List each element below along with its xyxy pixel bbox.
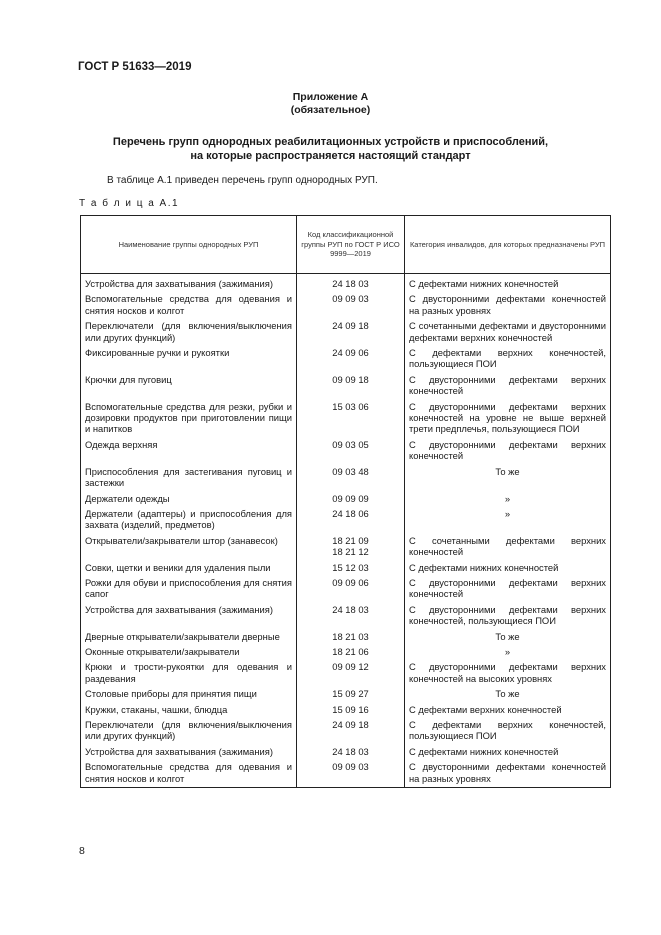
table-header-row xyxy=(81,216,611,274)
table-row xyxy=(81,507,611,534)
classification-code-cell: 09 09 06 xyxy=(297,576,405,603)
header-disability-category: Категория инвалидов, для которых предназначены РУП xyxy=(405,216,611,274)
disability-category-cell: С двусторонними дефектами верхних конечностей на уровне не выше верхней трети предплечья, пользующиеся ПОИ xyxy=(405,400,611,438)
disability-category-cell: С сочетанными дефектами верхних конечностей xyxy=(405,534,611,561)
table-row xyxy=(81,703,611,718)
classification-code-cell: 09 03 48 xyxy=(297,465,405,492)
table-row xyxy=(81,718,611,745)
group-name-cell: Открыватели/закрыватели штор (занавесок) xyxy=(81,534,297,561)
classification-code-cell: 09 09 12 xyxy=(297,660,405,687)
classification-code-cell: 09 09 09 xyxy=(297,492,405,507)
disability-category-cell: С дефектами нижних конечностей xyxy=(405,561,611,576)
table-row xyxy=(81,373,611,400)
classification-code-cell: 15 12 03 xyxy=(297,561,405,576)
disability-category-cell: » xyxy=(405,507,611,534)
classification-code-cell: 24 09 18 xyxy=(297,319,405,346)
standard-number: ГОСТ Р 51633—2019 xyxy=(78,61,192,73)
table-row xyxy=(81,465,611,492)
group-name-cell: Совки, щетки и веники для удаления пыли xyxy=(81,561,297,576)
group-name-cell: Устройства для захватывания (зажимания) xyxy=(81,745,297,760)
table-row xyxy=(81,492,611,507)
annex-heading-line-1: Перечень групп однородных реабилитационных устройств и приспособлений, xyxy=(112,136,549,148)
page-number: 8 xyxy=(79,845,85,857)
table-row xyxy=(81,400,611,438)
group-name-cell: Крюки и трости-рукоятки для одевания и раздевания xyxy=(81,660,297,687)
table-row xyxy=(81,274,611,293)
table-row xyxy=(81,760,611,787)
group-name-cell: Устройства для захватывания (зажимания) xyxy=(81,274,297,293)
group-name-cell: Переключатели (для включения/выключения или других функций) xyxy=(81,319,297,346)
classification-code-cell: 24 09 18 xyxy=(297,718,405,745)
group-name-cell: Рожки для обуви и приспособления для снятия сапог xyxy=(81,576,297,603)
group-name-cell: Крючки для пуговиц xyxy=(81,373,297,400)
disability-category-cell: С сочетанными дефектами и двусторонними дефектами верхних конечностей xyxy=(405,319,611,346)
classification-code-cell: 24 18 06 xyxy=(297,507,405,534)
table-row xyxy=(81,534,611,561)
table-row xyxy=(81,561,611,576)
disability-category-cell: С двусторонними дефектами конечностей на разных уровнях xyxy=(405,292,611,319)
disability-category-cell: С дефектами нижних конечностей xyxy=(405,745,611,760)
disability-category-cell: С двусторонними дефектами верхних конечностей xyxy=(405,576,611,603)
classification-code-cell: 15 09 16 xyxy=(297,703,405,718)
annex-title: Приложение А xyxy=(292,91,369,103)
disability-category-cell: С двусторонними дефектами верхних конечностей xyxy=(405,373,611,400)
group-name-cell: Переключатели (для включения/выключения или других функций) xyxy=(81,718,297,745)
disability-category-cell: С двусторонними дефектами верхних конечностей на высоких уровнях xyxy=(405,660,611,687)
table-row xyxy=(81,346,611,373)
classification-code-cell: 15 09 27 xyxy=(297,687,405,702)
classification-code-cell: 18 21 06 xyxy=(297,645,405,660)
table-body xyxy=(81,274,611,788)
classification-code-cell: 09 09 18 xyxy=(297,373,405,400)
header-classification-code: Код классификационной группы РУП по ГОСТ Р ИСО 9999—2019 xyxy=(297,216,405,274)
classification-code-cell: 09 03 05 xyxy=(297,438,405,465)
table-row xyxy=(81,630,611,645)
annex-heading-line-2: на которые распространяется настоящий стандарт xyxy=(190,150,471,162)
intro-paragraph: В таблице А.1 приведен перечень групп однородных РУП. xyxy=(107,175,378,186)
disability-category-cell: То же xyxy=(405,687,611,702)
rup-groups-table xyxy=(80,215,611,788)
group-name-cell: Столовые приборы для принятия пищи xyxy=(81,687,297,702)
group-name-cell: Дверные открыватели/закрыватели дверные xyxy=(81,630,297,645)
table-row xyxy=(81,438,611,465)
group-name-cell: Оконные открыватели/закрыватели xyxy=(81,645,297,660)
table-row xyxy=(81,603,611,630)
disability-category-cell: То же xyxy=(405,630,611,645)
classification-code-cell: 24 18 03 xyxy=(297,274,405,293)
disability-category-cell: С двусторонними дефектами верхних конечностей, пользующиеся ПОИ xyxy=(405,603,611,630)
header-group-name: Наименование группы однородных РУП xyxy=(81,216,297,274)
disability-category-cell: То же xyxy=(405,465,611,492)
group-name-cell: Одежда верхняя xyxy=(81,438,297,465)
disability-category-cell: » xyxy=(405,645,611,660)
classification-code-cell: 15 03 06 xyxy=(297,400,405,438)
group-name-cell: Фиксированные ручки и рукоятки xyxy=(81,346,297,373)
group-name-cell: Держатели одежды xyxy=(81,492,297,507)
group-name-cell: Устройства для захватывания (зажимания) xyxy=(81,603,297,630)
classification-code-cell: 09 09 03 xyxy=(297,760,405,787)
classification-code-cell: 24 18 03 xyxy=(297,603,405,630)
disability-category-cell: С двусторонними дефектами верхних конечностей xyxy=(405,438,611,465)
table-caption: Т а б л и ц а А.1 xyxy=(79,198,180,209)
disability-category-cell: С дефектами верхних конечностей, пользующиеся ПОИ xyxy=(405,346,611,373)
group-name-cell: Держатели (адаптеры) и приспособления для захвата (изделий, предметов) xyxy=(81,507,297,534)
group-name-cell: Кружки, стаканы, чашки, блюдца xyxy=(81,703,297,718)
table-row xyxy=(81,660,611,687)
disability-category-cell: С дефектами нижних конечностей xyxy=(405,274,611,293)
table-row xyxy=(81,745,611,760)
table-row xyxy=(81,645,611,660)
table-row xyxy=(81,687,611,702)
table-row xyxy=(81,292,611,319)
group-name-cell: Вспомогательные средства для одевания и снятия носков и колгот xyxy=(81,760,297,787)
classification-code-cell: 09 09 03 xyxy=(297,292,405,319)
group-name-cell: Приспособления для застегивания пуговиц и застежки xyxy=(81,465,297,492)
disability-category-cell: » xyxy=(405,492,611,507)
classification-code-cell: 18 21 09 18 21 12 xyxy=(297,534,405,561)
group-name-cell: Вспомогательные средства для резки, рубки и дозировки продуктов при приготовлении пищи и напитков xyxy=(81,400,297,438)
group-name-cell: Вспомогательные средства для одевания и снятия носков и колгот xyxy=(81,292,297,319)
classification-code-cell: 24 09 06 xyxy=(297,346,405,373)
table-row xyxy=(81,319,611,346)
annex-status: (обязательное) xyxy=(290,104,371,116)
classification-code-cell: 18 21 03 xyxy=(297,630,405,645)
table-row xyxy=(81,576,611,603)
disability-category-cell: С дефектами верхних конечностей xyxy=(405,703,611,718)
disability-category-cell: С дефектами верхних конечностей, пользующиеся ПОИ xyxy=(405,718,611,745)
disability-category-cell: С двусторонними дефектами конечностей на разных уровнях xyxy=(405,760,611,787)
classification-code-cell: 24 18 03 xyxy=(297,745,405,760)
